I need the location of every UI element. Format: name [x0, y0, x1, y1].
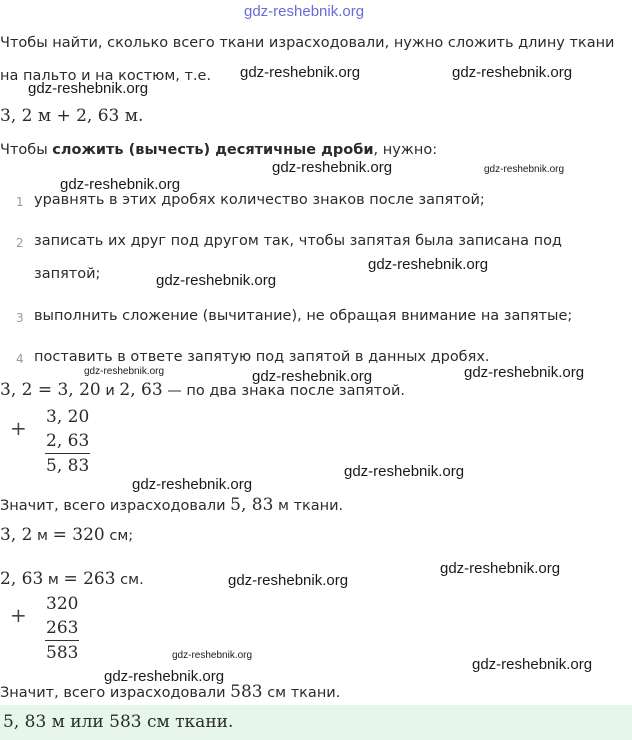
step-3-number: 3	[16, 311, 24, 325]
watermark: gdz-reshebnik.org	[272, 159, 393, 176]
watermark: gdz-reshebnik.org	[228, 572, 349, 589]
intro-expression: 3, 2 м + 2, 63 м.	[0, 106, 144, 126]
conversion-2	[0, 569, 144, 589]
conversion-1-unit-2: см;	[104, 528, 134, 544]
watermark: gdz-reshebnik.org	[464, 364, 585, 381]
watermark: gdz-reshebnik.org	[28, 80, 149, 97]
result-1-value: 5, 83	[230, 495, 274, 515]
result-2-prefix: Значит, всего израсходовали	[0, 685, 231, 701]
result-2-suffix: см ткани.	[262, 685, 341, 701]
conversion-1-eq: = 320	[52, 525, 105, 545]
column-addition-1	[45, 405, 90, 478]
watermark: gdz-reshebnik.org	[84, 366, 165, 377]
watermark: gdz-reshebnik.org	[252, 368, 373, 385]
plus-sign-1: +	[10, 416, 27, 440]
watermark: gdz-reshebnik.org	[344, 463, 465, 480]
watermark-top: gdz-reshebnik.org	[244, 3, 365, 20]
column-2-sum: 583	[45, 640, 79, 665]
result-2-value: 583	[230, 682, 263, 702]
answer-text: 5, 83 м или 583 см ткани.	[3, 712, 234, 732]
column-2-addend-b: 263	[46, 618, 79, 638]
watermark: gdz-reshebnik.org	[240, 64, 361, 81]
step-1-number: 1	[16, 195, 24, 209]
rule-suffix: , нужно:	[373, 142, 438, 158]
column-1-sum: 5, 83	[45, 453, 90, 478]
rule-heading	[0, 142, 437, 158]
step-2-text-cont: запятой;	[34, 266, 101, 282]
intro-line-2: на пальто и на костюм, т.е.	[0, 68, 212, 84]
step-3-text: выполнить сложение (вычитание), не обращая внимание на запятые;	[34, 308, 573, 324]
answer-box	[0, 705, 632, 740]
plus-sign-2: +	[10, 603, 27, 627]
watermark: gdz-reshebnik.org	[472, 656, 593, 673]
result-2	[0, 682, 340, 702]
watermark: gdz-reshebnik.org	[452, 64, 573, 81]
watermark: gdz-reshebnik.org	[484, 164, 565, 175]
intro-line-1: Чтобы найти, сколько всего ткани израсходовали, нужно сложить длину ткани	[0, 35, 615, 51]
conversion-1	[0, 525, 133, 545]
watermark: gdz-reshebnik.org	[156, 272, 277, 289]
equalize-math: 3, 2 = 3, 20	[0, 380, 101, 400]
watermark: gdz-reshebnik.org	[440, 560, 561, 577]
equalize-and: и	[100, 383, 120, 399]
equalize-math-2: 2, 63	[119, 380, 163, 400]
watermark: gdz-reshebnik.org	[132, 476, 253, 493]
column-1-addend-a: 3, 20	[46, 407, 90, 427]
column-addition-2	[45, 592, 79, 665]
equalize-text: — по два знака после запятой.	[162, 383, 406, 399]
conversion-1-unit-1: м	[32, 528, 53, 544]
watermark: gdz-reshebnik.org	[172, 650, 253, 661]
result-1	[0, 495, 343, 515]
conversion-2-eq: = 263	[63, 569, 116, 589]
result-1-suffix: м ткани.	[273, 498, 344, 514]
conversion-1-math: 3, 2	[0, 525, 33, 545]
column-2-addend-a: 320	[46, 594, 79, 614]
step-1-text: уравнять в этих дробях количество знаков после запятой;	[34, 192, 485, 208]
step-2-number: 2	[16, 236, 24, 250]
conversion-2-math: 2, 63	[0, 569, 44, 589]
step-4-text: поставить в ответе запятую под запятой в данных дробях.	[34, 349, 490, 365]
step-4-number: 4	[16, 352, 24, 366]
conversion-2-unit-1: м	[43, 572, 64, 588]
result-1-prefix: Значит, всего израсходовали	[0, 498, 231, 514]
step-2-text: записать их друг под другом так, чтобы запятая была записана под	[34, 233, 562, 249]
watermark: gdz-reshebnik.org	[368, 256, 489, 273]
watermark: gdz-reshebnik.org	[60, 176, 181, 193]
conversion-2-unit-2: см.	[115, 572, 144, 588]
rule-prefix: Чтобы	[0, 142, 53, 158]
column-1-addend-b: 2, 63	[46, 431, 90, 451]
watermark: gdz-reshebnik.org	[104, 668, 225, 685]
rule-bold: сложить (вычесть) десятичные дроби	[52, 142, 374, 158]
